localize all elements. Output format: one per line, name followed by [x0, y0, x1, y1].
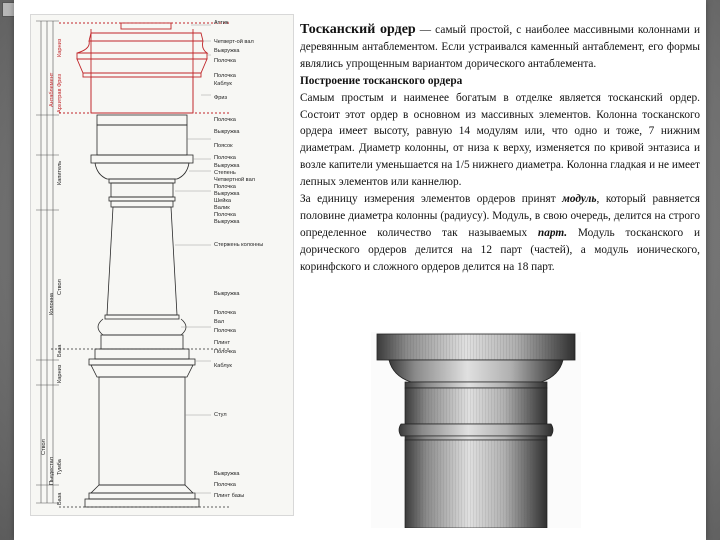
- diagram-label: Выкружка: [214, 219, 240, 225]
- diagram-label: Полочка: [214, 310, 236, 316]
- paragraph-1: Самым простым и наименее богатым в отделке является тосканский ордер. Состоит этот ордер в основном из массивных элементов. Колонна тосканского ордера имеет высоту, равную 14 модулям или, что одно и тоже, 7 нижним диаметрам. Диаметр колонны, от низа к верху, изменяется по кривой энтазиса и возле капители уменьшается на 1/5 нижнего диаметра. Колонна гладкая и не имеет лепных элементов или каннелюр.: [300, 91, 700, 189]
- article-text: [300, 22, 700, 276]
- vertical-label: Колонна: [49, 293, 55, 315]
- vertical-label-red: Антаблемент: [49, 72, 55, 107]
- vertical-label-red: Фриз: [57, 73, 63, 87]
- diagram-label: Четверт-ой вал: [214, 39, 254, 45]
- diagram-label: Плинт: [214, 340, 231, 346]
- diagram-label: Выкружка: [214, 129, 240, 135]
- vertical-label: Тумба: [57, 459, 63, 475]
- diagram-label: Полочка: [214, 155, 236, 161]
- vertical-label: Капитель: [57, 160, 63, 185]
- diagram-label: Выкружка: [214, 471, 240, 477]
- paragraph-2-a: За единицу измерения элементов ордеров принят: [300, 193, 563, 206]
- vertical-label: Ствол: [41, 439, 47, 455]
- diagram-label: Полочка: [214, 328, 236, 334]
- diagram-label: Выкружка: [214, 163, 240, 169]
- paragraph-2-b: , который равняется половине диаметра колонны (радиусу). Модуль, в свою очередь, делится на строго определенное количество так называемых: [300, 193, 700, 239]
- diagram-label: Поясок: [214, 143, 233, 149]
- diagram-label: Фриз: [214, 95, 228, 101]
- diagram-label: Шейка: [214, 198, 232, 204]
- vertical-label: База: [57, 492, 63, 505]
- paragraph-2-c: Модуль тосканского и дорического ордеров делится на 12 парт (частей), а модуль ионического, коринфского и сложного ордеров делится на 18 парт.: [300, 226, 701, 273]
- diagram-label: Полочка: [214, 58, 236, 64]
- capital-drawing: [371, 332, 581, 528]
- diagram-label: Полочка: [214, 117, 236, 123]
- diagram-label: Плинт базы: [214, 493, 245, 499]
- diagram-label: Полочка: [214, 482, 236, 488]
- tuscan-order-diagram: [30, 14, 294, 516]
- diagram-label: Полочка: [214, 349, 236, 355]
- article-title: Тосканский ордер: [300, 22, 416, 37]
- diagram-label: Стул: [214, 412, 227, 418]
- vertical-label: Пьедестал: [49, 457, 55, 485]
- diagram-label: Каблук: [214, 363, 232, 369]
- diagram-label: Полочка: [214, 184, 236, 190]
- diagram-label: Полочка: [214, 212, 236, 218]
- section-heading: Построение тосканского ордера: [300, 74, 463, 87]
- diagram-label: Степень: [214, 170, 236, 176]
- diagram-label: Четвертной вал: [214, 177, 255, 183]
- term-part: парт.: [537, 226, 568, 239]
- diagram-label: Выкружка: [214, 291, 240, 297]
- diagram-label: Полочка: [214, 73, 236, 79]
- vertical-label-red: Карниз: [57, 38, 63, 57]
- paragraph-2: [300, 191, 700, 276]
- diagram-drawing: [31, 15, 293, 515]
- capital-illustration: [371, 332, 581, 528]
- diagram-label: Стержень колонны: [214, 242, 264, 248]
- intro-paragraph: [300, 22, 700, 73]
- vertical-label: Ствол: [57, 279, 63, 295]
- diagram-label: Выкружка: [214, 48, 240, 54]
- vertical-label: База: [57, 344, 63, 357]
- diagram-label: Каблук: [214, 81, 232, 87]
- diagram-label: Выкружка: [214, 191, 240, 197]
- diagram-label: Валик: [214, 205, 230, 211]
- intro-text: — самый простой, с наиболее массивными колоннами и деревянным антаблементом. Если устраивался каменный антаблемент, его формы являлись упрощенным вариантом дорического антаблемента.: [300, 24, 700, 70]
- term-modul: модуль: [562, 193, 597, 206]
- vertical-label-red: Архитрав: [57, 88, 63, 113]
- diagram-label: Вал: [214, 319, 225, 325]
- vertical-label: Карниз: [57, 364, 63, 383]
- diagram-label: Аттик: [214, 20, 229, 26]
